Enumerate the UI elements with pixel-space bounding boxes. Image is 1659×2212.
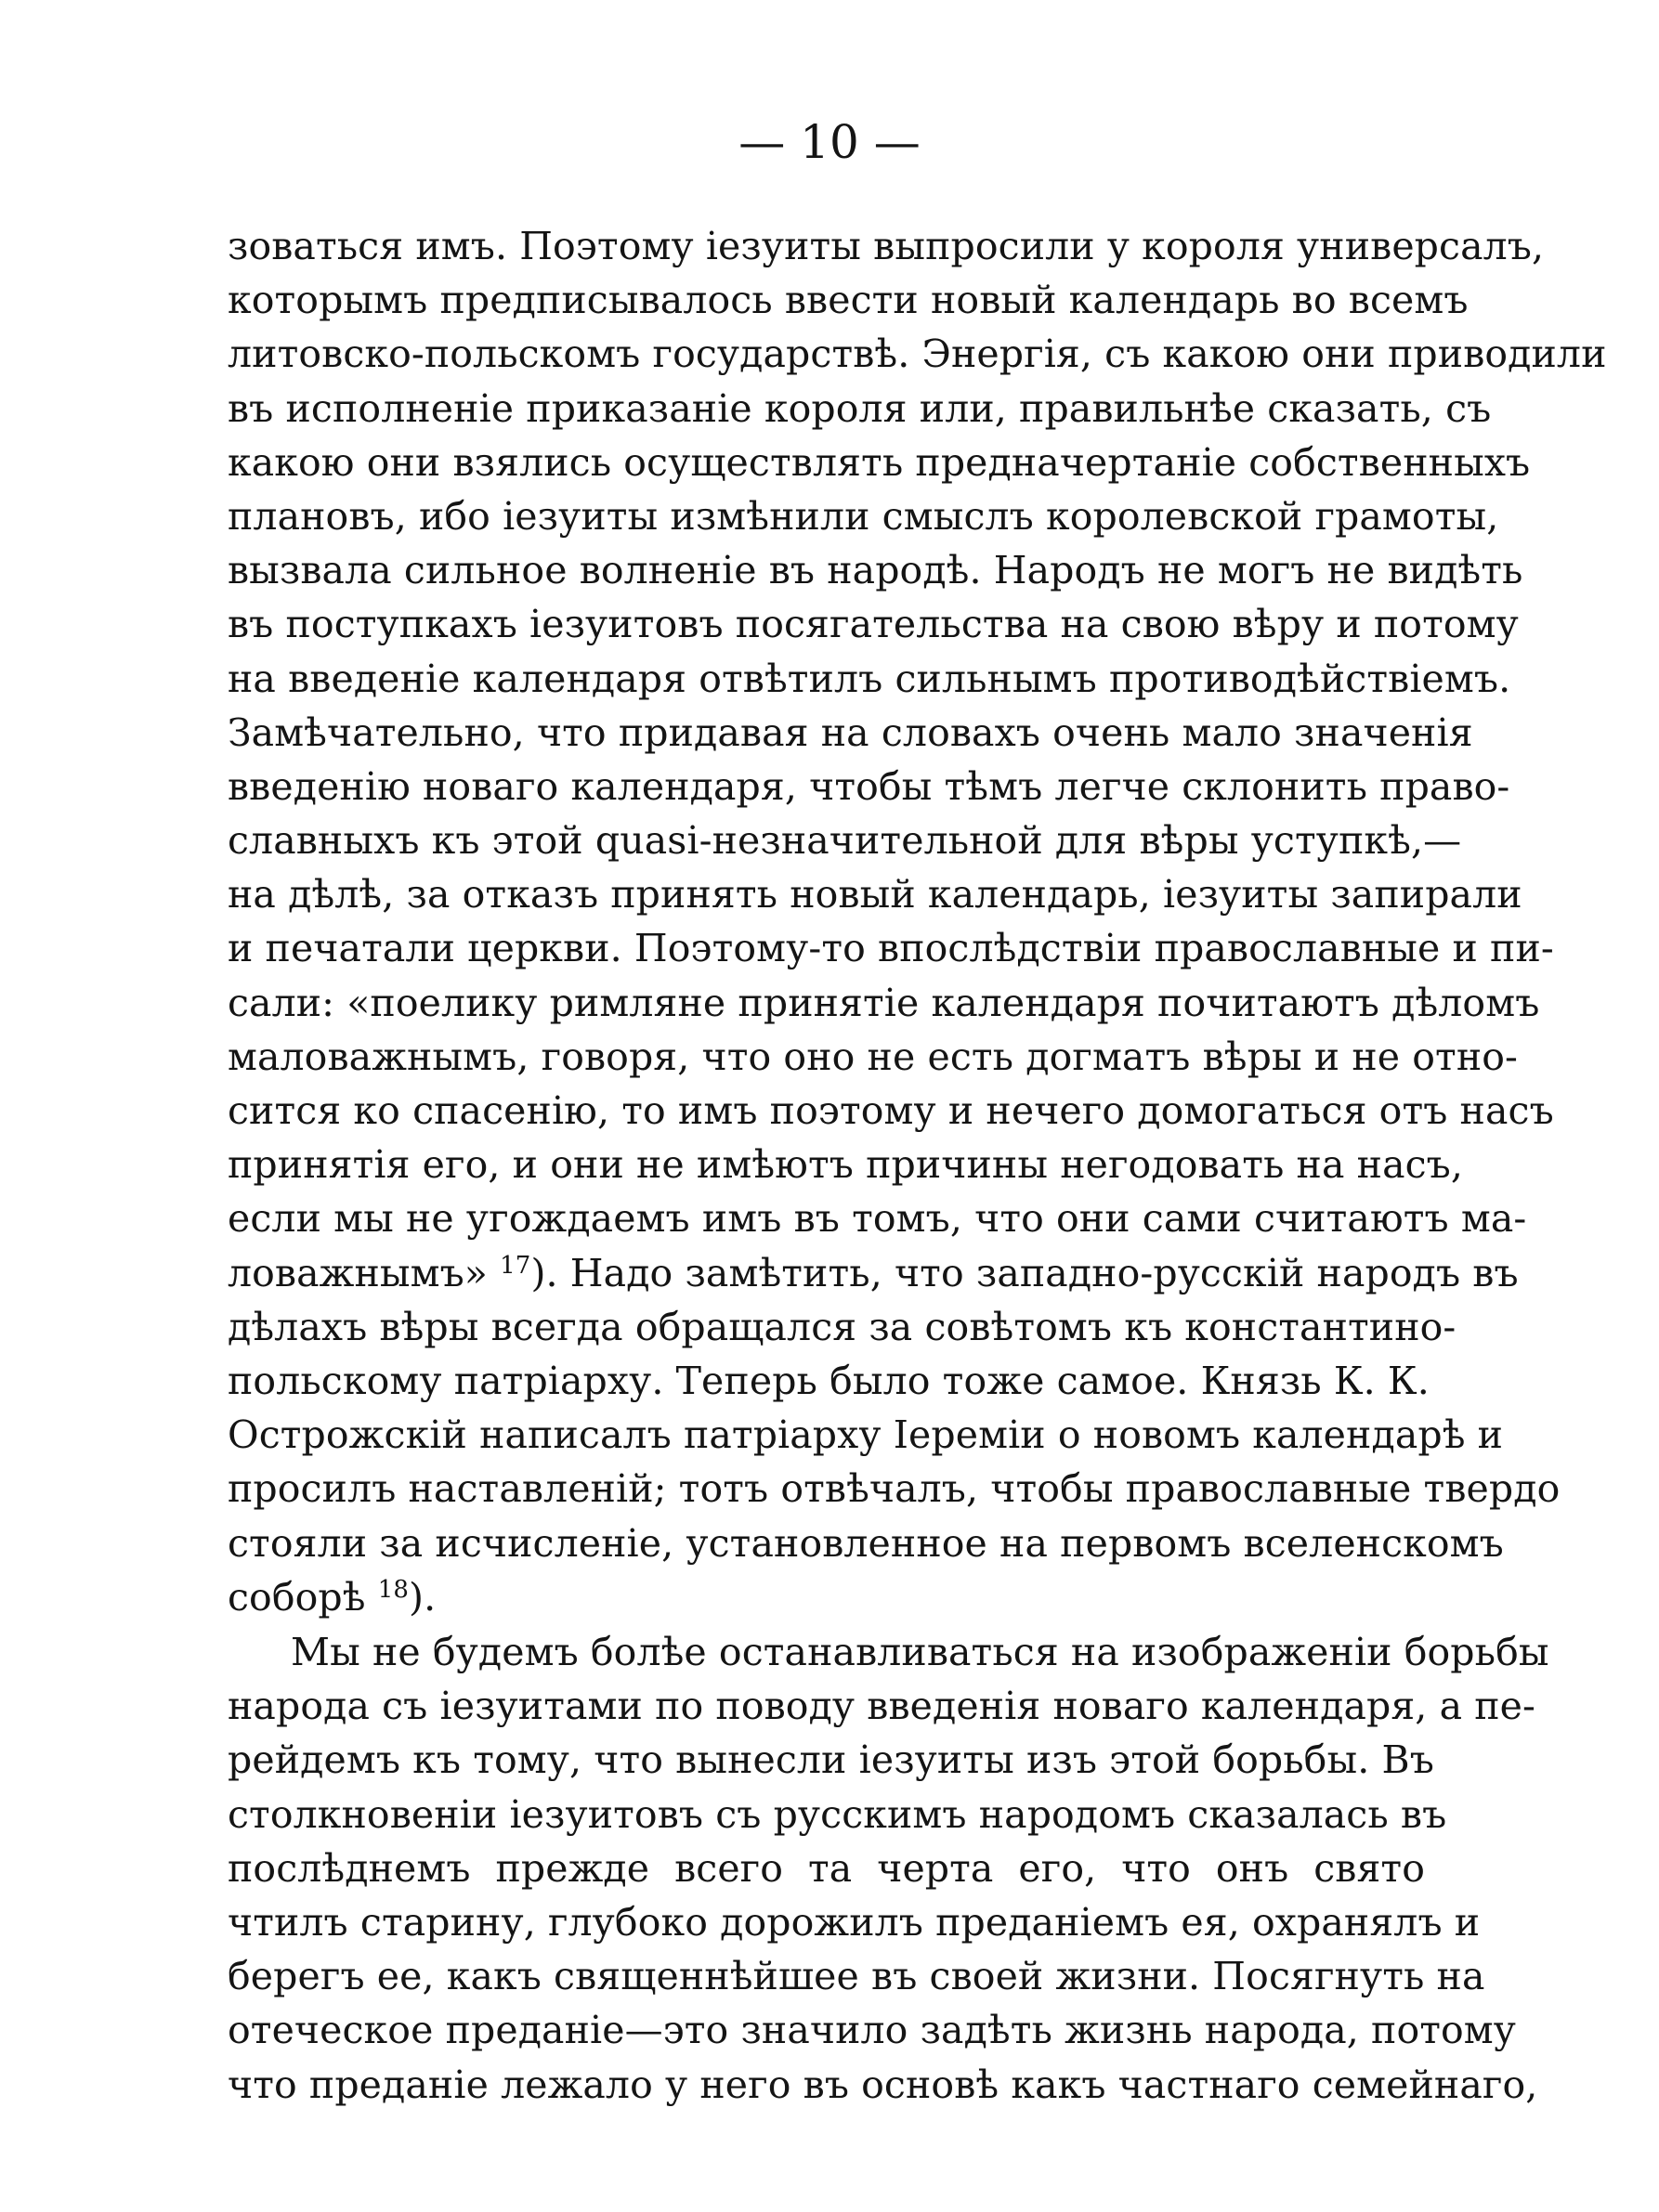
text-line: что преданіе лежало у него въ основѣ какъ частнаго семейнаго, bbox=[228, 2062, 1538, 2107]
text-line: которымъ предписывалось ввести новый календарь во всемъ bbox=[228, 278, 1469, 323]
text-line: принятія его, и они не имѣютъ причины негодовать на насъ, bbox=[228, 1142, 1463, 1188]
text-line: Мы не будемъ болѣе останавливаться на изображеніи борьбы bbox=[291, 1630, 1549, 1674]
footnote-ref: 17 bbox=[500, 1251, 531, 1280]
text-line: на дѣлѣ, за отказъ принять новый календарь, іезуиты запирали bbox=[228, 872, 1522, 917]
text-line: стояли за исчисленіе, установленное на первомъ вселенскомъ bbox=[228, 1520, 1504, 1566]
text-line: какою они взялись осуществлять предначертаніе собственныхъ bbox=[228, 439, 1531, 485]
text-line: и печатали церкви. Поэтому-то впослѣдствіи православные и пи- bbox=[228, 926, 1554, 971]
text-line: маловажнымъ, говоря, что оно не есть догматъ вѣры и не отно- bbox=[228, 1034, 1519, 1079]
text-line: зоваться имъ. Поэтому іезуиты выпросили у короля универсалъ, bbox=[228, 224, 1545, 268]
text-line: на введеніе календаря отвѣтилъ сильнымъ противодѣйствіемъ. bbox=[228, 656, 1511, 701]
text-line: рейдемъ къ тому, что вынесли іезуиты изъ этой борьбы. Въ bbox=[228, 1737, 1434, 1783]
text-line: сали: «поелику римляне принятіе календаря почитаютъ дѣломъ bbox=[228, 980, 1540, 1025]
text-fragment: ловажнымъ» bbox=[228, 1250, 488, 1295]
text-line: въ исполненіе приказаніе короля или, правильнѣе сказать, съ bbox=[228, 385, 1492, 431]
text-line: славныхъ къ этой quasi-незначительной для вѣры уступкѣ,— bbox=[228, 818, 1462, 864]
footnote-ref: 18 bbox=[377, 1575, 410, 1604]
text-line: вызвала сильное волненіе въ народѣ. Народъ не могъ не видѣть bbox=[228, 548, 1523, 593]
text-fragment: соборѣ bbox=[228, 1574, 366, 1620]
paragraph-2 bbox=[228, 1625, 1549, 2112]
paragraph-1 bbox=[228, 219, 1607, 1624]
text-fragment: ). bbox=[409, 1574, 437, 1620]
text-fragment: ). Надо замѣтить, что западно-русскій народъ въ bbox=[530, 1250, 1519, 1295]
page-number: — 10 — bbox=[738, 115, 921, 169]
text-line: Замѣчательно, что придавая на словахъ очень мало значенія bbox=[228, 709, 1473, 755]
text-line: берегъ ее, какъ священнѣйшее въ своей жизни. Посягнуть на bbox=[228, 1954, 1485, 1999]
text-line: народа съ іезуитами по поводу введенія новаго календаря, а пе- bbox=[228, 1684, 1535, 1729]
text-line: просилъ наставленій; тотъ отвѣчалъ, чтобы православные твердо bbox=[228, 1466, 1561, 1512]
text-line: плановъ, ибо іезуиты измѣнили смыслъ королевской грамоты, bbox=[228, 493, 1499, 539]
text-line: введенію новаго календаря, чтобы тѣмъ легче склонить право- bbox=[228, 763, 1510, 809]
text-line-footnote-18 bbox=[228, 1570, 1425, 1624]
text-line: Острожскій написалъ патріарху Іереміи о новомъ календарѣ и bbox=[228, 1412, 1504, 1458]
text-line: въ поступкахъ іезуитовъ посягательства на свою вѣру и потому bbox=[228, 602, 1519, 647]
text-line: сится ко спасенію, то имъ поэтому и нечего домогаться отъ насъ bbox=[228, 1088, 1554, 1133]
text-line: отеческое преданіе—это значило задѣть жизнь народа, потому bbox=[228, 2008, 1517, 2053]
text-line-footnote-17 bbox=[228, 1246, 1519, 1300]
text-line: столкновеніи іезуитовъ съ русскимъ народомъ сказалась въ bbox=[228, 1791, 1447, 1837]
text-line: если мы не угождаемъ имъ въ томъ, что они сами считаютъ ма- bbox=[228, 1196, 1527, 1242]
text-line: чтилъ старину, глубоко дорожилъ преданіемъ ея, охранялъ и bbox=[228, 1899, 1481, 1945]
text-line: дѣлахъ вѣры всегда обращался за совѣтомъ къ константино- bbox=[228, 1304, 1457, 1349]
text-line: послѣднемъ прежде всего та черта его, что онъ свято bbox=[228, 1845, 1425, 1891]
text-line: литовско-польскомъ государствѣ. Энергія, съ какою они приводили bbox=[228, 332, 1607, 377]
text-line: польскому патріарху. Теперь было тоже самое. Князь К. К. bbox=[228, 1358, 1430, 1403]
